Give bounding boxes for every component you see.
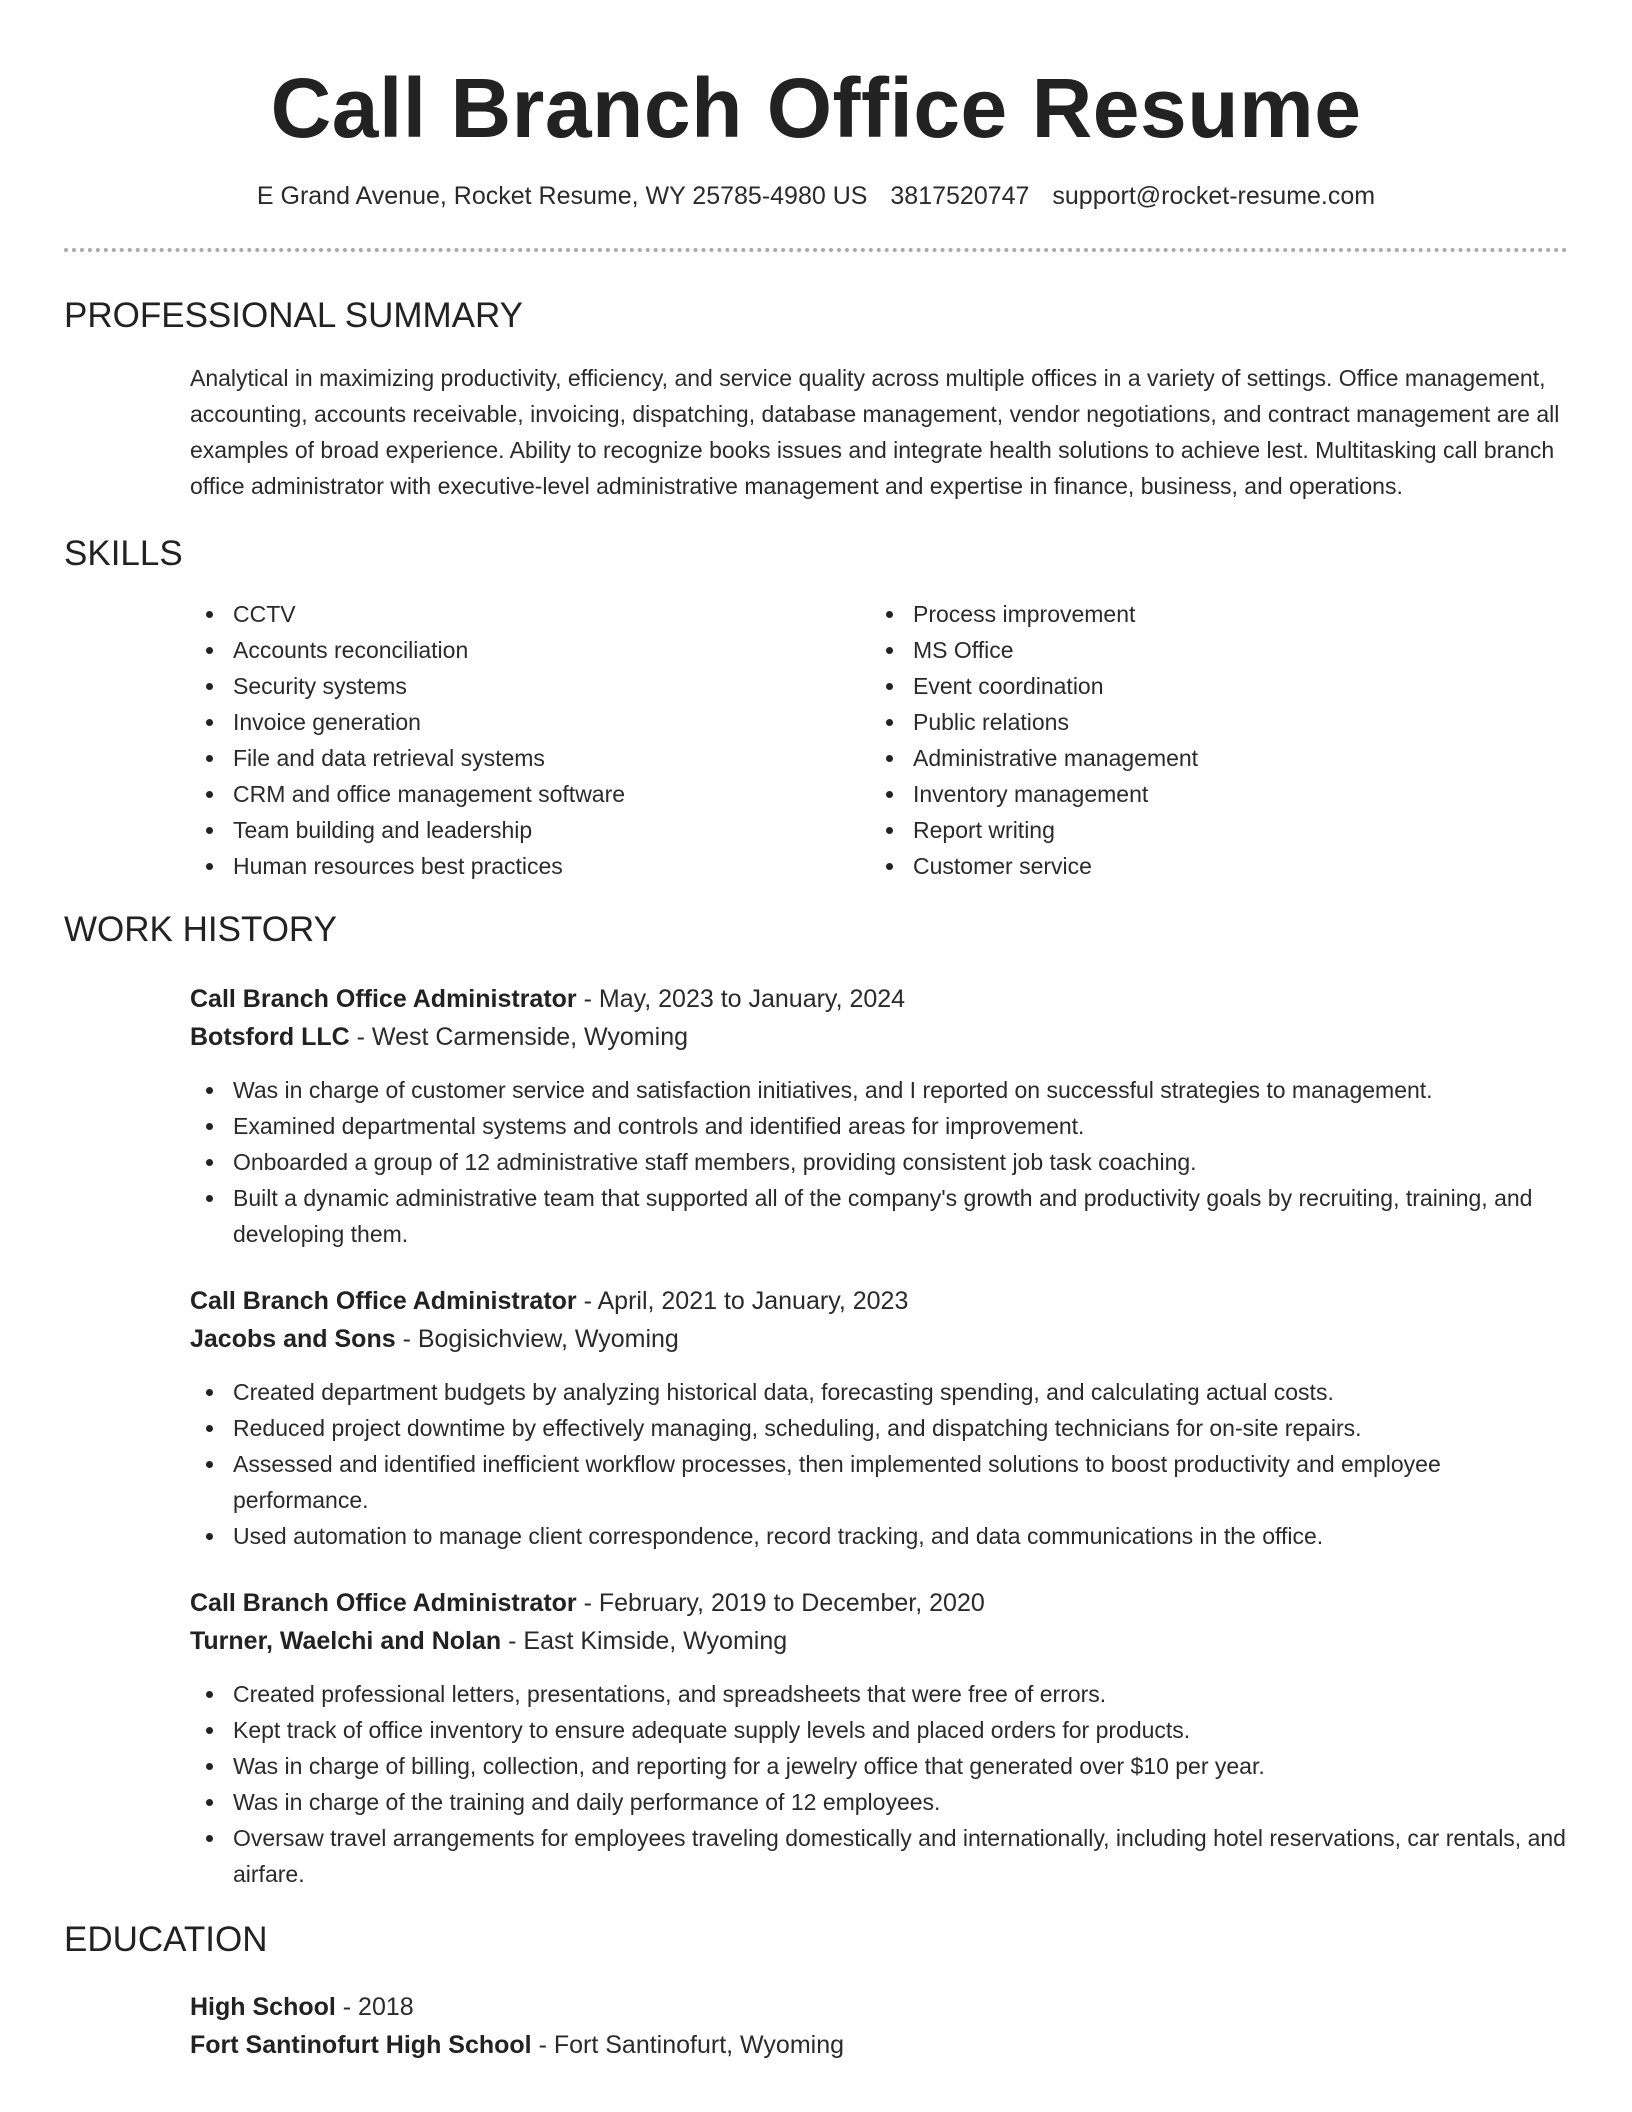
summary-text: Analytical in maximizing productivity, efficiency, and service quality across multiple offices in a variety of settings. Office management, accounting, accounts receivable, invoicing, dispatching, database management, vendor negotiations, and contract management are all examples of broad experience. Ability to recognize books issues and integrate health solutions to achieve lest. Multitasking call branch office administrator with executive-level administrative management and expertise in finance, business, and operations.: [190, 365, 1560, 499]
job-role-line: [190, 1282, 1568, 1320]
education-school: Fort Santinofurt High School: [190, 2031, 532, 2059]
job-duty: Built a dynamic administrative team that supported all of the company's growth and productivity goals by recruiting, training, and developing them.: [190, 1180, 1568, 1252]
skill-item: Accounts reconciliation: [190, 632, 870, 668]
skill-item: MS Office: [870, 632, 1550, 668]
skills-column-right: [870, 596, 1550, 884]
job-company-line: [190, 1622, 1568, 1660]
skill-item: Invoice generation: [190, 704, 870, 740]
job-duties: [190, 1072, 1568, 1252]
skill-item: Report writing: [870, 812, 1550, 848]
education-location: - Fort Santinofurt, Wyoming: [531, 2031, 845, 2059]
education-degree-line: [190, 1988, 1568, 2026]
job-role-line: [190, 980, 1568, 1018]
job-dates: - February, 2019 to December, 2020: [576, 1589, 985, 1617]
section-title-education: EDUCATION: [64, 1920, 268, 1959]
job-location: - East Kimside, Wyoming: [501, 1627, 788, 1655]
job-entry: [190, 980, 1568, 1252]
job-duty: Created professional letters, presentations, and spreadsheets that were free of errors.: [190, 1676, 1568, 1712]
job-role-line: [190, 1584, 1568, 1622]
contact-line: [64, 178, 1568, 214]
resume-page: [64, 0, 1568, 2064]
job-duty: Examined departmental systems and controls and identified areas for improvement.: [190, 1108, 1568, 1144]
job-duty: Was in charge of customer service and satisfaction initiatives, and I reported on successful strategies to management.: [190, 1072, 1568, 1108]
skill-item: CRM and office management software: [190, 776, 870, 812]
skill-item: Security systems: [190, 668, 870, 704]
skills-list: [190, 596, 1568, 884]
education-degree: High School: [190, 1993, 336, 2021]
job-company: Turner, Waelchi and Nolan: [190, 1627, 502, 1655]
section-title-work-history: WORK HISTORY: [64, 910, 337, 949]
job-company: Jacobs and Sons: [190, 1325, 396, 1353]
job-duties: [190, 1676, 1568, 1892]
job-duty: Assessed and identified inefficient workflow processes, then implemented solutions to boost productivity and employee performance.: [190, 1446, 1568, 1518]
job-duty: Onboarded a group of 12 administrative staff members, providing consistent job task coaching.: [190, 1144, 1568, 1180]
contact-email: support@rocket-resume.com: [1052, 182, 1376, 210]
contact-phone: 3817520747: [890, 182, 1030, 210]
skill-item: Inventory management: [870, 776, 1550, 812]
job-location: - Bogisichview, Wyoming: [395, 1325, 679, 1353]
section-title-skills: SKILLS: [64, 534, 183, 573]
skill-item: Process improvement: [870, 596, 1550, 632]
education-entry: [190, 1988, 1568, 2064]
education-school-line: [190, 2026, 1568, 2064]
job-role: Call Branch Office Administrator: [190, 1287, 577, 1315]
skill-item: CCTV: [190, 596, 870, 632]
job-company-line: [190, 1018, 1568, 1056]
job-duty: Created department budgets by analyzing historical data, forecasting spending, and calculating actual costs.: [190, 1374, 1568, 1410]
job-location: - West Carmenside, Wyoming: [349, 1023, 688, 1051]
header-divider: [64, 248, 1568, 252]
skills-column-left: [190, 596, 870, 884]
job-entry: [190, 1282, 1568, 1554]
skill-item: Team building and leadership: [190, 812, 870, 848]
skill-item: Event coordination: [870, 668, 1550, 704]
job-entry: [190, 1584, 1568, 1892]
job-duty: Oversaw travel arrangements for employees traveling domestically and internationally, including hotel reservations, car rentals, and airfare.: [190, 1820, 1568, 1892]
job-role: Call Branch Office Administrator: [190, 985, 577, 1013]
job-duties: [190, 1374, 1568, 1554]
job-company: Botsford LLC: [190, 1023, 350, 1051]
job-role: Call Branch Office Administrator: [190, 1589, 577, 1617]
job-dates: - May, 2023 to January, 2024: [576, 985, 906, 1013]
education-year: - 2018: [335, 1993, 414, 2021]
resume-title: Call Branch Office Resume: [270, 61, 1362, 155]
contact-address: E Grand Avenue, Rocket Resume, WY 25785-4980 US: [256, 182, 868, 210]
job-duty: Reduced project downtime by effectively managing, scheduling, and dispatching technicians for on-site repairs.: [190, 1410, 1568, 1446]
skill-item: File and data retrieval systems: [190, 740, 870, 776]
skill-item: Customer service: [870, 848, 1550, 884]
skill-item: Human resources best practices: [190, 848, 870, 884]
job-duty: Was in charge of billing, collection, and reporting for a jewelry office that generated over $10 per year.: [190, 1748, 1568, 1784]
skill-item: Administrative management: [870, 740, 1550, 776]
job-dates: - April, 2021 to January, 2023: [576, 1287, 909, 1315]
skill-item: Public relations: [870, 704, 1550, 740]
job-duty: Kept track of office inventory to ensure adequate supply levels and placed orders for products.: [190, 1712, 1568, 1748]
section-title-summary: PROFESSIONAL SUMMARY: [64, 296, 523, 335]
job-company-line: [190, 1320, 1568, 1358]
job-duty: Was in charge of the training and daily performance of 12 employees.: [190, 1784, 1568, 1820]
job-duty: Used automation to manage client correspondence, record tracking, and data communications in the office.: [190, 1518, 1568, 1554]
